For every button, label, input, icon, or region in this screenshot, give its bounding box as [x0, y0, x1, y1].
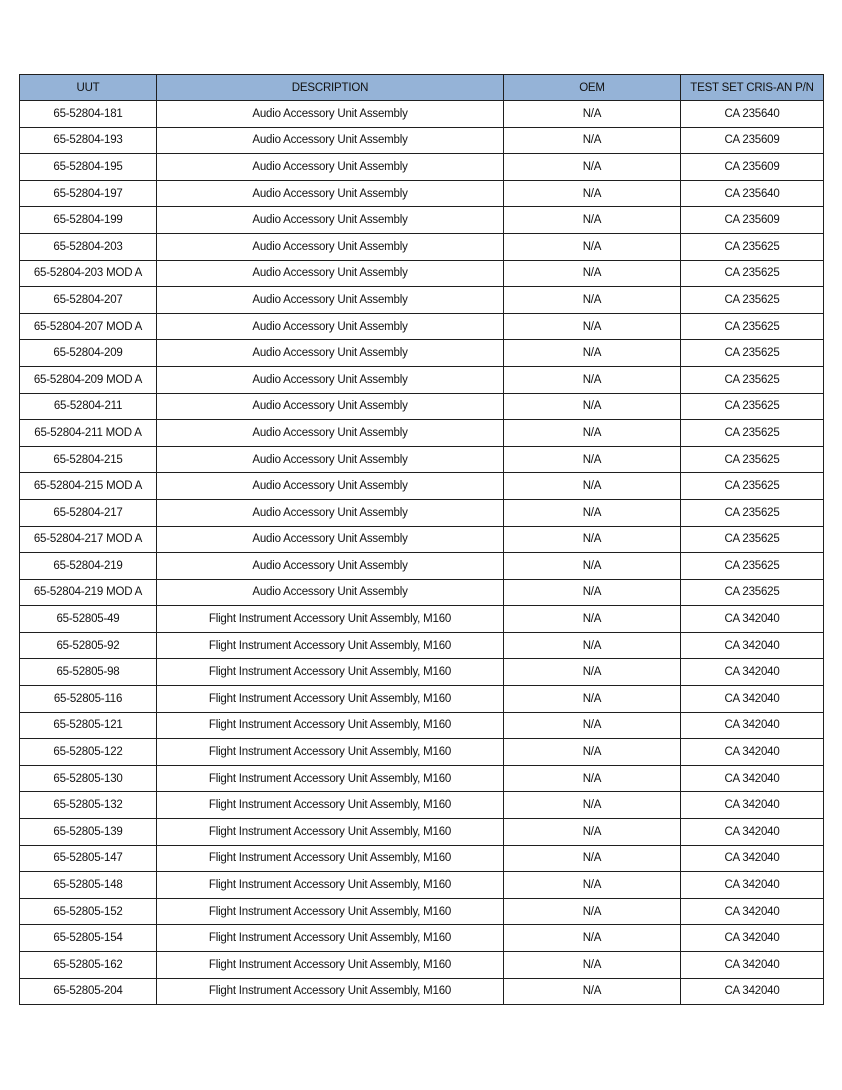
table-row: [20, 553, 824, 580]
table-row: [20, 526, 824, 553]
cell-uut: 65-52805-121: [20, 712, 157, 739]
cell-test-set-pn: CA 235625: [681, 366, 824, 393]
cell-test-set-pn: CA 235609: [681, 127, 824, 154]
cell-description: Audio Accessory Unit Assembly: [157, 154, 504, 181]
cell-oem: N/A: [504, 898, 681, 925]
cell-description: Flight Instrument Accessory Unit Assembly, M160: [157, 872, 504, 899]
cell-test-set-pn: CA 235640: [681, 101, 824, 128]
table-row: [20, 606, 824, 633]
cell-test-set-pn: CA 235625: [681, 287, 824, 314]
cell-uut: 65-52804-211 MOD A: [20, 420, 157, 447]
cell-oem: N/A: [504, 180, 681, 207]
table-row: [20, 287, 824, 314]
cell-uut: 65-52804-207 MOD A: [20, 313, 157, 340]
table-row: [20, 712, 824, 739]
cell-test-set-pn: CA 342040: [681, 819, 824, 846]
cell-uut: 65-52804-217 MOD A: [20, 526, 157, 553]
cell-description: Flight Instrument Accessory Unit Assembly, M160: [157, 659, 504, 686]
cell-oem: N/A: [504, 233, 681, 260]
cell-oem: N/A: [504, 952, 681, 979]
cell-uut: 65-52805-98: [20, 659, 157, 686]
table-row: [20, 952, 824, 979]
cell-oem: N/A: [504, 446, 681, 473]
cell-description: Audio Accessory Unit Assembly: [157, 420, 504, 447]
table-row: [20, 420, 824, 447]
cell-uut: 65-52804-217: [20, 499, 157, 526]
cell-uut: 65-52805-154: [20, 925, 157, 952]
table-row: [20, 845, 824, 872]
cell-description: Audio Accessory Unit Assembly: [157, 579, 504, 606]
cell-description: Audio Accessory Unit Assembly: [157, 127, 504, 154]
table-row: [20, 499, 824, 526]
table-row: [20, 101, 824, 128]
cell-oem: N/A: [504, 101, 681, 128]
cell-test-set-pn: CA 342040: [681, 952, 824, 979]
parts-table: [19, 74, 824, 1005]
cell-test-set-pn: CA 342040: [681, 659, 824, 686]
column-header-uut: UUT: [20, 75, 157, 101]
table-row: [20, 819, 824, 846]
cell-uut: 65-52805-116: [20, 686, 157, 713]
cell-test-set-pn: CA 235625: [681, 313, 824, 340]
cell-oem: N/A: [504, 207, 681, 234]
cell-description: Flight Instrument Accessory Unit Assembly, M160: [157, 925, 504, 952]
cell-description: Flight Instrument Accessory Unit Assembly, M160: [157, 898, 504, 925]
cell-oem: N/A: [504, 127, 681, 154]
cell-uut: 65-52805-139: [20, 819, 157, 846]
cell-uut: 65-52804-199: [20, 207, 157, 234]
column-header-oem: OEM: [504, 75, 681, 101]
cell-uut: 65-52804-195: [20, 154, 157, 181]
cell-uut: 65-52805-162: [20, 952, 157, 979]
cell-test-set-pn: CA 342040: [681, 765, 824, 792]
table-row: [20, 313, 824, 340]
cell-description: Flight Instrument Accessory Unit Assembly, M160: [157, 845, 504, 872]
cell-test-set-pn: CA 235625: [681, 499, 824, 526]
cell-oem: N/A: [504, 978, 681, 1005]
cell-oem: N/A: [504, 154, 681, 181]
cell-test-set-pn: CA 342040: [681, 606, 824, 633]
cell-oem: N/A: [504, 765, 681, 792]
cell-test-set-pn: CA 235625: [681, 340, 824, 367]
cell-test-set-pn: CA 235625: [681, 260, 824, 287]
cell-test-set-pn: CA 235625: [681, 473, 824, 500]
cell-description: Flight Instrument Accessory Unit Assembly, M160: [157, 819, 504, 846]
cell-test-set-pn: CA 342040: [681, 632, 824, 659]
cell-oem: N/A: [504, 260, 681, 287]
table-row: [20, 659, 824, 686]
cell-description: Flight Instrument Accessory Unit Assembly, M160: [157, 632, 504, 659]
cell-description: Audio Accessory Unit Assembly: [157, 393, 504, 420]
cell-test-set-pn: CA 342040: [681, 978, 824, 1005]
table-row: [20, 446, 824, 473]
cell-uut: 65-52805-122: [20, 739, 157, 766]
cell-test-set-pn: CA 235625: [681, 553, 824, 580]
cell-oem: N/A: [504, 287, 681, 314]
cell-description: Audio Accessory Unit Assembly: [157, 340, 504, 367]
cell-oem: N/A: [504, 606, 681, 633]
cell-test-set-pn: CA 235609: [681, 154, 824, 181]
cell-test-set-pn: CA 342040: [681, 712, 824, 739]
table-row: [20, 366, 824, 393]
cell-oem: N/A: [504, 845, 681, 872]
table-row: [20, 925, 824, 952]
cell-uut: 65-52804-209: [20, 340, 157, 367]
cell-test-set-pn: CA 235640: [681, 180, 824, 207]
table-row: [20, 473, 824, 500]
cell-description: Audio Accessory Unit Assembly: [157, 101, 504, 128]
cell-test-set-pn: CA 342040: [681, 872, 824, 899]
table-row: [20, 872, 824, 899]
cell-uut: 65-52804-219 MOD A: [20, 579, 157, 606]
table-row: [20, 579, 824, 606]
table-body: [20, 101, 824, 1005]
cell-description: Flight Instrument Accessory Unit Assembly, M160: [157, 792, 504, 819]
table-row: [20, 180, 824, 207]
cell-test-set-pn: CA 235625: [681, 526, 824, 553]
table-row: [20, 127, 824, 154]
cell-description: Audio Accessory Unit Assembly: [157, 233, 504, 260]
cell-oem: N/A: [504, 659, 681, 686]
cell-oem: N/A: [504, 819, 681, 846]
cell-oem: N/A: [504, 366, 681, 393]
cell-oem: N/A: [504, 925, 681, 952]
table-row: [20, 393, 824, 420]
cell-oem: N/A: [504, 686, 681, 713]
cell-oem: N/A: [504, 579, 681, 606]
cell-test-set-pn: CA 342040: [681, 792, 824, 819]
table-row: [20, 340, 824, 367]
cell-uut: 65-52804-219: [20, 553, 157, 580]
cell-oem: N/A: [504, 739, 681, 766]
cell-test-set-pn: CA 342040: [681, 739, 824, 766]
cell-description: Audio Accessory Unit Assembly: [157, 366, 504, 393]
cell-oem: N/A: [504, 632, 681, 659]
cell-oem: N/A: [504, 872, 681, 899]
table-header-row: [20, 75, 824, 101]
cell-description: Audio Accessory Unit Assembly: [157, 526, 504, 553]
cell-uut: 65-52804-209 MOD A: [20, 366, 157, 393]
cell-description: Audio Accessory Unit Assembly: [157, 553, 504, 580]
cell-uut: 65-52804-203: [20, 233, 157, 260]
cell-test-set-pn: CA 235625: [681, 233, 824, 260]
table-row: [20, 765, 824, 792]
cell-test-set-pn: CA 342040: [681, 845, 824, 872]
cell-test-set-pn: CA 235625: [681, 579, 824, 606]
cell-test-set-pn: CA 342040: [681, 686, 824, 713]
cell-uut: 65-52805-204: [20, 978, 157, 1005]
cell-description: Flight Instrument Accessory Unit Assembly, M160: [157, 952, 504, 979]
cell-description: Flight Instrument Accessory Unit Assembly, M160: [157, 978, 504, 1005]
cell-oem: N/A: [504, 553, 681, 580]
table-row: [20, 260, 824, 287]
cell-uut: 65-52804-203 MOD A: [20, 260, 157, 287]
table-row: [20, 739, 824, 766]
cell-description: Flight Instrument Accessory Unit Assembly, M160: [157, 686, 504, 713]
cell-description: Flight Instrument Accessory Unit Assembly, M160: [157, 712, 504, 739]
cell-test-set-pn: CA 235625: [681, 420, 824, 447]
cell-uut: 65-52805-49: [20, 606, 157, 633]
cell-uut: 65-52805-132: [20, 792, 157, 819]
cell-description: Audio Accessory Unit Assembly: [157, 499, 504, 526]
table-row: [20, 792, 824, 819]
cell-description: Audio Accessory Unit Assembly: [157, 260, 504, 287]
cell-test-set-pn: CA 235625: [681, 446, 824, 473]
cell-oem: N/A: [504, 499, 681, 526]
cell-uut: 65-52804-193: [20, 127, 157, 154]
cell-description: Audio Accessory Unit Assembly: [157, 287, 504, 314]
cell-test-set-pn: CA 235609: [681, 207, 824, 234]
cell-test-set-pn: CA 342040: [681, 925, 824, 952]
cell-oem: N/A: [504, 712, 681, 739]
cell-oem: N/A: [504, 473, 681, 500]
cell-uut: 65-52804-197: [20, 180, 157, 207]
cell-description: Audio Accessory Unit Assembly: [157, 207, 504, 234]
table-row: [20, 233, 824, 260]
cell-oem: N/A: [504, 526, 681, 553]
table-row: [20, 632, 824, 659]
cell-description: Audio Accessory Unit Assembly: [157, 473, 504, 500]
cell-test-set-pn: CA 342040: [681, 898, 824, 925]
cell-description: Audio Accessory Unit Assembly: [157, 313, 504, 340]
cell-uut: 65-52805-92: [20, 632, 157, 659]
column-header-description: DESCRIPTION: [157, 75, 504, 101]
table-row: [20, 978, 824, 1005]
cell-oem: N/A: [504, 792, 681, 819]
cell-uut: 65-52805-152: [20, 898, 157, 925]
cell-uut: 65-52804-215: [20, 446, 157, 473]
cell-uut: 65-52804-211: [20, 393, 157, 420]
parts-table-container: [19, 74, 823, 1005]
column-header-test-set-pn: TEST SET CRIS-AN P/N: [681, 75, 824, 101]
cell-uut: 65-52804-181: [20, 101, 157, 128]
cell-test-set-pn: CA 235625: [681, 393, 824, 420]
cell-uut: 65-52804-215 MOD A: [20, 473, 157, 500]
cell-description: Audio Accessory Unit Assembly: [157, 446, 504, 473]
table-row: [20, 898, 824, 925]
cell-description: Audio Accessory Unit Assembly: [157, 180, 504, 207]
cell-oem: N/A: [504, 393, 681, 420]
table-row: [20, 686, 824, 713]
cell-uut: 65-52805-148: [20, 872, 157, 899]
cell-description: Flight Instrument Accessory Unit Assembly, M160: [157, 606, 504, 633]
cell-uut: 65-52805-147: [20, 845, 157, 872]
cell-description: Flight Instrument Accessory Unit Assembly, M160: [157, 739, 504, 766]
cell-uut: 65-52805-130: [20, 765, 157, 792]
cell-oem: N/A: [504, 420, 681, 447]
table-row: [20, 207, 824, 234]
cell-oem: N/A: [504, 313, 681, 340]
cell-oem: N/A: [504, 340, 681, 367]
cell-description: Flight Instrument Accessory Unit Assembly, M160: [157, 765, 504, 792]
cell-uut: 65-52804-207: [20, 287, 157, 314]
table-row: [20, 154, 824, 181]
